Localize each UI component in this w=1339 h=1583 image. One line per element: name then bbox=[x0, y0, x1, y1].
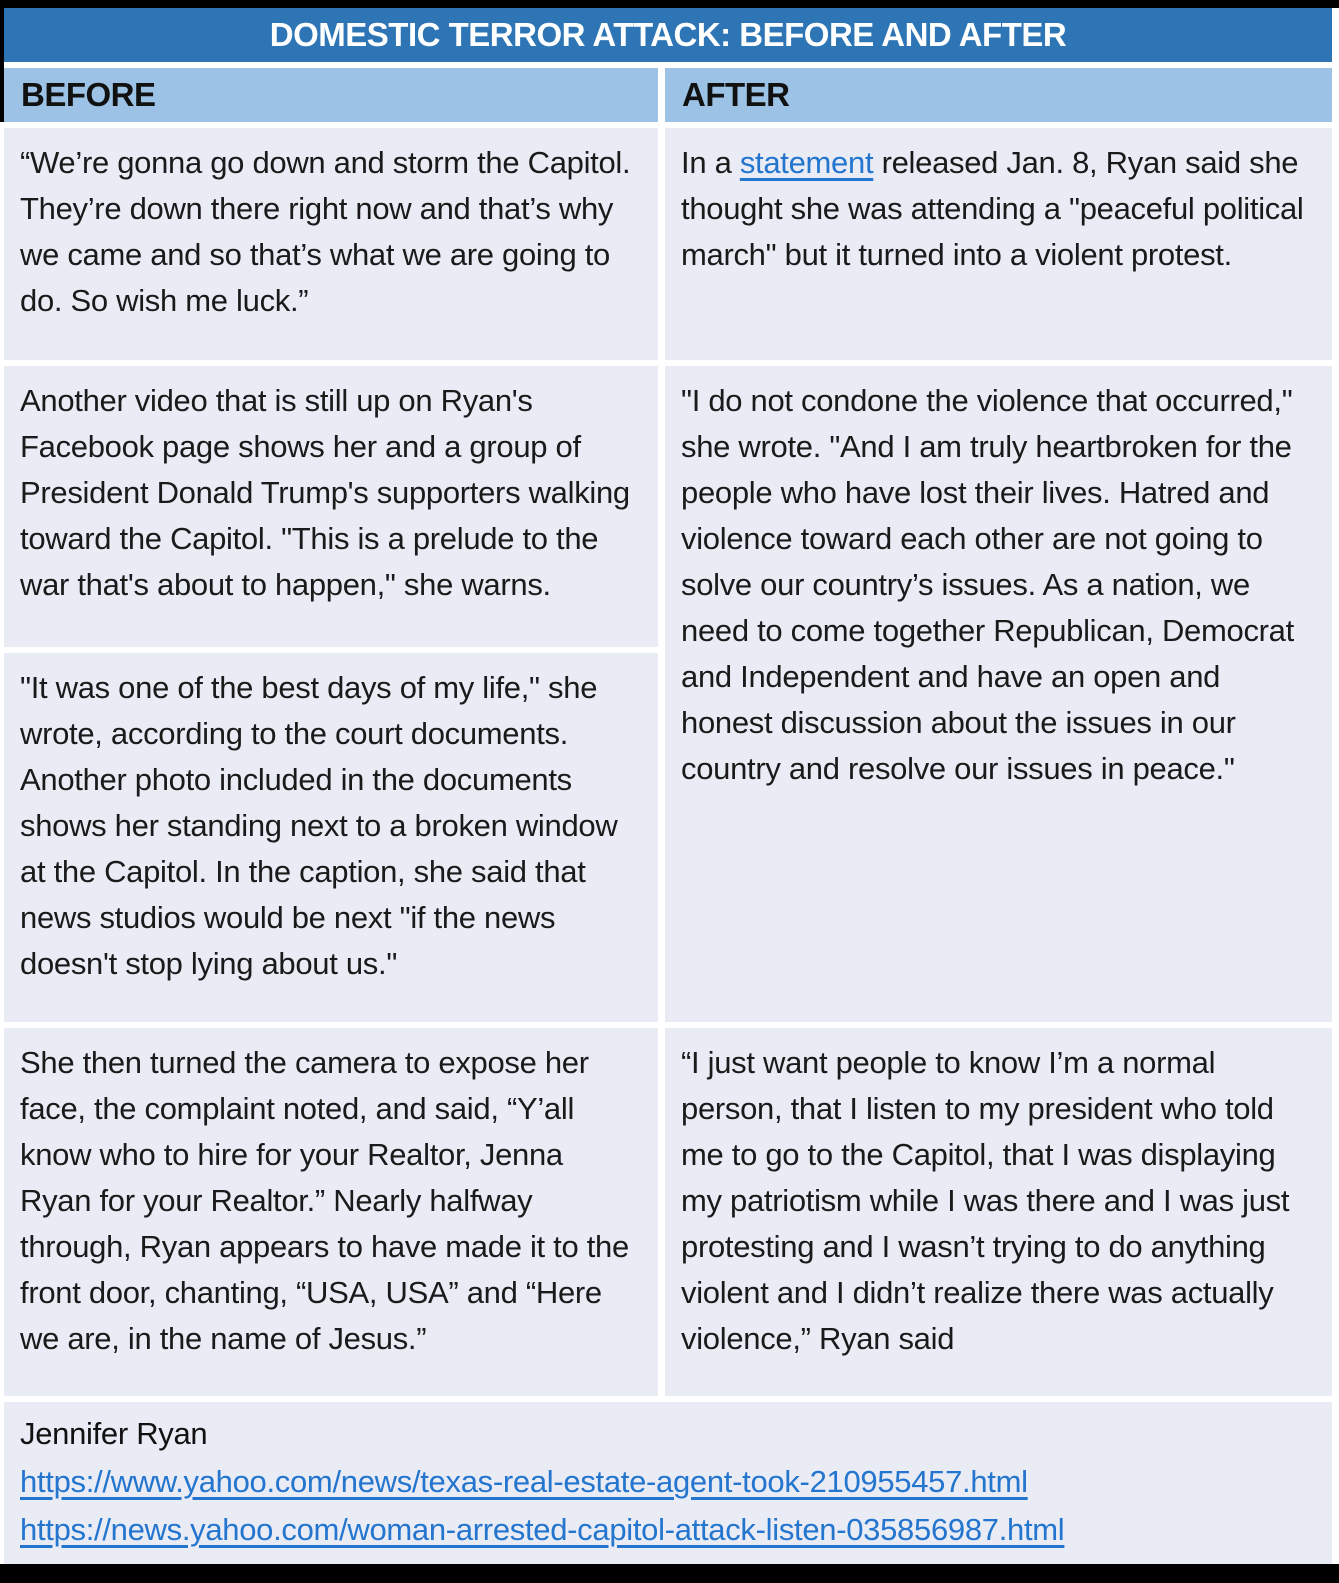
cell-after-row4: “I just want people to know I’m a normal person, that I listen to my president who told me to go to the Capitol, that I was displaying my patriotism while I was there and I was just protesting and I wasn’t trying to do anything violent and I didn’t realize there was actually violence,” Ryan said bbox=[665, 1028, 1332, 1396]
column-header-before: BEFORE bbox=[4, 68, 658, 122]
frame-left bbox=[0, 8, 4, 122]
cell-before-row4: She then turned the camera to expose her face, the complaint noted, and said, “Y’all know who to hire for your Realtor, Jenna Ryan for your Realtor.” Nearly halfway through, Ryan appears to have made it to the front door, chanting, “USA, USA” and “Here we are, in the name of Jesus.” bbox=[4, 1028, 658, 1396]
statement-link[interactable]: statement bbox=[739, 145, 874, 180]
frame-top bbox=[0, 0, 1339, 8]
table-title-text: DOMESTIC TERROR ATTACK: BEFORE AND AFTER bbox=[269, 16, 1067, 53]
after-row1-pre: In a bbox=[681, 145, 740, 180]
cell-after-row2-3: "I do not condone the violence that occurred," she wrote. "And I am truly heartbroken for the people who have lost their lives. Hatred and violence toward each other are not going to solve our country’s issues. As a nation, we need to come together Republican, Democrat and Independent and have an open and honest discussion about the issues in our country and resolve our issues in peace." bbox=[665, 366, 1332, 1022]
attribution-footer bbox=[4, 1402, 1332, 1564]
frame-bottom bbox=[0, 1564, 1339, 1583]
cell-before-row3: "It was one of the best days of my life," she wrote, according to the court documents. Another photo included in the documents shows her standing next to a broken window at the Capitol. In the caption, she said that news studios would be next "if the news doesn't stop lying about us." bbox=[4, 653, 658, 1022]
cell-before-row1: “We’re gonna go down and storm the Capitol. They’re down there right now and that’s why we came and so that’s what we are going to do. So wish me luck.” bbox=[4, 128, 658, 360]
source-link-1[interactable]: https://www.yahoo.com/news/texas-real-estate-agent-took-210955457.html bbox=[20, 1464, 1028, 1499]
cell-after-row1 bbox=[665, 128, 1332, 360]
source-link-2[interactable]: https://news.yahoo.com/woman-arrested-capitol-attack-listen-035856987.html bbox=[20, 1512, 1065, 1547]
cell-before-row2: Another video that is still up on Ryan's Facebook page shows her and a group of President Donald Trump's supporters walking toward the Capitol. "This is a prelude to the war that's about to happen," she warns. bbox=[4, 366, 658, 647]
column-header-after: AFTER bbox=[665, 68, 1332, 122]
table-title bbox=[4, 8, 1332, 62]
attribution-name: Jennifer Ryan bbox=[20, 1416, 208, 1451]
before-after-table bbox=[4, 68, 1332, 1564]
after-row1-post: released Jan. 8, Ryan said she thought she was attending a "peaceful political march" but it turned into a violent protest. bbox=[681, 145, 1304, 272]
table-container bbox=[4, 8, 1332, 1564]
